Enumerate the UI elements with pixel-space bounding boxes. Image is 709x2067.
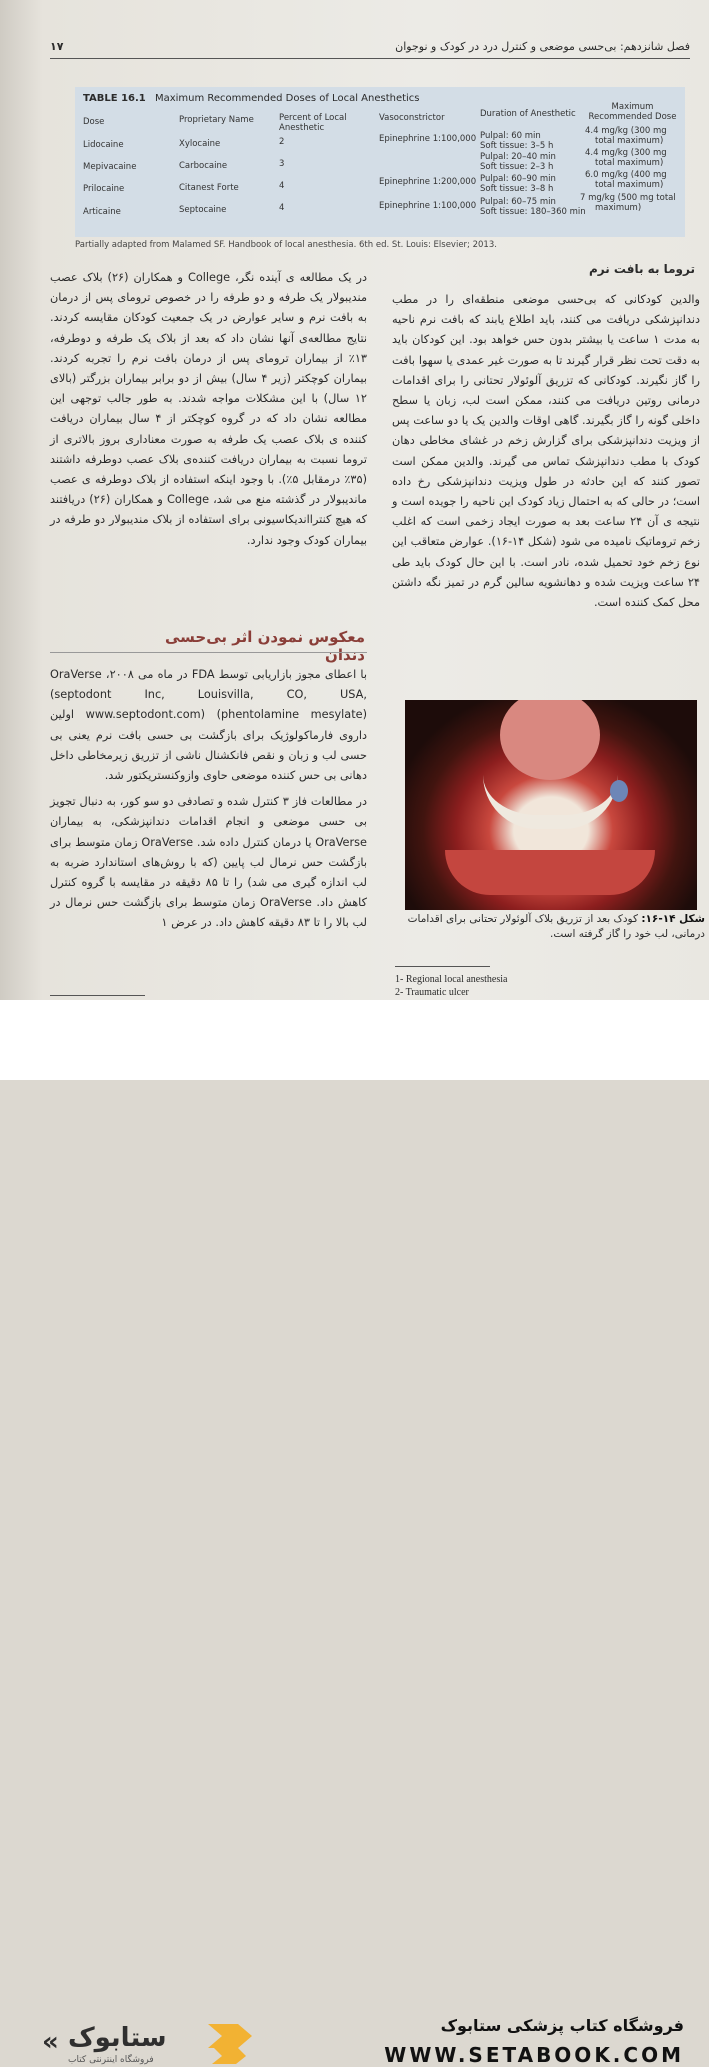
logo-chevron-icon (208, 2024, 252, 2048)
table-caption-id: TABLE 16.1 (83, 93, 146, 104)
logo-chevron-small-icon (212, 2046, 246, 2064)
cell-vaso: Epinephrine 1:100,000 (379, 201, 477, 211)
col-header-duration: Duration of Anesthetic (480, 109, 576, 119)
cell-duration-soft: Soft tissue: 2–3 h (480, 162, 554, 172)
cell-max: 4.4 mg/kg (300 mg (585, 126, 667, 136)
table-source-note: Partially adapted from Malamed SF. Handbook of local anesthesia. 6th ed. St. Louis: Elsevier; 2013. (75, 240, 497, 250)
col-header-vaso: Vasoconstrictor (379, 113, 445, 123)
footnote-rule-right (395, 966, 490, 967)
ulcer-spot (610, 780, 628, 802)
logo-subtitle: فروشگاه اینترنتی کتاب (68, 2055, 154, 2065)
lower-teeth-shape (483, 775, 618, 829)
paragraph-oraverse-approval: با اعطای مجوز بازاریابی توسط FDA در ماه می ۲۰۰۸، OraVerse (septodont Inc, Louisvilla, CO, USA, www.septodont.com) (phentolamine mesylate) اولین داروی فارماکولوژیک برای بازگشت بی حسی بافت نرم یعنی بی حسی لب و زبان و نقص فانکشنال ناشی از تزریق زیرمخاطی داخل دهانی بی حس کننده موضعی حاوی وازوکنستریکتور شد. (50, 668, 368, 783)
footnote-1: 1- Regional local anesthesia (395, 974, 508, 985)
cell-dose: Articaine (83, 207, 121, 217)
table-caption (83, 93, 420, 104)
paragraph-soft-tissue-trauma: والدین کودکانی که بی‌حسی موضعی منطقه‌ای را در مطب دندانپزشکی دریافت می کنند، باید اطلاع یابند که بافت نرم ناحیه به مدت ۱ ساعت یا بیشتر بدون حس خواهد بود. این کودکان باید به دقت تحت نظر قرار گیرند تا به صورت غیر عمدی یا سهوا بافت را گاز نگیرند. کودکانی که تزریق آلوئولار تحتانی را برای اقدامات درمانی روتین دریافت می کنند، ممکن است لب، زبان یا سطح داخلی گونه را گاز بگیرند. گاهی اوقات والدین یک یا دو ساعت پس از ویزیت دندانپزشکی برای گزارش زخم در غشای مخاطی دهان کودک با مطب دندانپزشک تماس می گیرند. والدین ممکن است تصور کنند که این حادثه در طول ویزیت دندانپزشکی رخ داده است؛ در حالی که به احتمال زیاد کودک این ناحیه را جویده است و نتیجه ی آن ۲۴ ساعت بعد به صورت ایجاد زخمی است که اغلب زخم تروماتیک نامیده می شود (شکل ۱۴-۱۶). عوارض متعاقب این نوع زخم خود تحمیل شده، نادر است. با این حال کودک باید طی ۲۴ ساعت ویزیت شده و دهانشویه سالین گرم در تمیز نگه داشتن محل کمک کننده است. (392, 293, 700, 610)
section-heading-reversal: معکوس نمودن اثر بی‌حسی دندان (164, 628, 365, 664)
cell-percent: 4 (279, 203, 285, 213)
col-header-max: Maximum Recommended Dose (588, 102, 677, 122)
cell-max-2: maximum) (595, 203, 642, 213)
cell-duration-pulpal: Pulpal: 60–90 min (480, 174, 556, 184)
cell-name: Carbocaine (179, 161, 228, 171)
footnote-2: 2- Traumatic ulcer (395, 987, 469, 998)
cell-duration-soft: Soft tissue: 3–5 h (480, 141, 554, 151)
cell-max: 7 mg/kg (500 mg total (580, 193, 676, 203)
cell-percent: 3 (279, 159, 285, 169)
cell-duration-pulpal: Pulpal: 60–75 min (480, 197, 556, 207)
col-header-percent: Percent of Local Anesthetic (279, 113, 347, 133)
running-header (50, 38, 690, 60)
figure-caption-text: کودک بعد از تزریق بلاک آلوئولار تحتانی برای اقدامات درمانی، لب خود را گاز گرفته است. (407, 913, 705, 940)
cell-vaso: Epinephrine 1:100,000 (379, 134, 477, 144)
cell-duration-pulpal: Pulpal: 20–40 min (480, 152, 556, 162)
svg-text:«: « (42, 2027, 59, 2057)
cell-name: Citanest Forte (179, 183, 239, 193)
figure-caption (400, 912, 705, 942)
cell-percent: 4 (279, 181, 285, 191)
figure-label: شکل ۱۴-۱۶: (641, 913, 705, 925)
cell-max: 4.4 mg/kg (300 mg (585, 148, 667, 158)
col-header-dose: Dose (83, 117, 105, 127)
store-url[interactable]: WWW.SETABOOK.COM (384, 2043, 684, 2067)
cell-max-2: total maximum) (595, 158, 664, 168)
cell-name: Septocaine (179, 205, 227, 215)
left-paragraph-college-study: در یک مطالعه ی آینده نگر، College و همکاران (۲۶) بلاک عصب مندیبولار یک طرفه و دو طرفه را در خصوص ترومای پس از درمان به بافت نرم و سایر عوارض در یک جمعیت کودکان مقایسه کردند. نتایج مطالعه‌ی آنها نشان داد که بعد از بلاک یک طرفه و دوطرفه، ۱۳٪ از بیماران ترومای پس از درمان بافت نرم را تجربه کردند. بیماران کوچکتر (زیر ۴ سال) بیش از دو برابر بیماران بزرگتر (بالای ۱۲ سال) با این مشکلات مواجه شدند. به طور جالب توجهی این مطالعه نشان داد که در گروه کوچکتر از ۴ سال بیماران دریافت کننده ی بلاک عصب یک طرفه به صورت معناداری بروز بالاتری از تروما نسبت به بیماران دریافت کننده‌ی بلاک عصب دوطرفه داشتند (۳۵٪ درمقابل ۵٪). با وجود اینکه استفاده از بلاک دوطرفه ی عصب ماندیبولار در گذشته منع می شد، College و همکاران (۲۶) دریافتند که هیچ کنترااندیکاسیونی برای استفاده از بلاک مندیبولار دو طرفه در بیماران کودک وجود ندارد. (50, 271, 368, 547)
heading-soft-tissue-trauma: تروما به بافت نرم (588, 262, 695, 276)
cell-dose: Prilocaine (83, 184, 125, 194)
tongue-shape (500, 700, 600, 780)
logo-wordmark: ستابوک (68, 2023, 167, 2053)
cell-duration-soft: Soft tissue: 3–8 h (480, 184, 554, 194)
page-number: ۱۷ (50, 40, 64, 53)
setabook-logo (40, 2016, 270, 2066)
section-heading-rule (50, 652, 367, 653)
left-column-oraverse (50, 665, 367, 934)
header-rule (50, 58, 690, 59)
col-header-name: Proprietary Name (179, 115, 254, 125)
lower-lip-shape (445, 850, 655, 895)
cell-duration-pulpal: Pulpal: 60 min (480, 131, 541, 141)
figure-photo-lip-ulcer (405, 700, 697, 910)
store-name: فروشگاه کتاب پزشکی ستابوک (440, 2016, 684, 2035)
cell-name: Xylocaine (179, 139, 221, 149)
store-banner (0, 1000, 709, 2067)
cell-dose: Mepivacaine (83, 162, 137, 172)
cell-percent: 2 (279, 137, 285, 147)
footnote-rule-left (50, 995, 145, 996)
cell-max-2: total maximum) (595, 136, 664, 146)
running-title: فصل شانزدهم: بی‌حسی موضعی و کنترل درد در کودک و نوجوان (395, 40, 690, 53)
cell-vaso: Epinephrine 1:200,000 (379, 177, 477, 187)
book-page (0, 0, 709, 1000)
cell-max-2: total maximum) (595, 180, 664, 190)
cell-dose: Lidocaine (83, 140, 124, 150)
paragraph-phase3-studies: در مطالعات فاز ۳ کنترل شده و تصادفی دو سو کور، به دنبال تجویز بی حسی موضعی و انجام اقدامات دندانپزشکی، به بیماران OraVerse یا درمان کنترل داده شد. OraVerse زمان متوسط برای بازگشت حس نرمال لب پایین (که با روش‌های استاندارد ضربه به لب اندازه گیری می شد) را تا ۸۵ دقیقه در مقایسه با گروه کنترل کاهش داد. OraVerse زمان متوسط برای بازگشت حس نرمال در لب بالا را تا ۸۳ دقیقه کاهش داد. در عرض ۱ (50, 795, 368, 930)
cell-duration-soft: Soft tissue: 180–360 min (480, 207, 586, 217)
cell-max: 6.0 mg/kg (400 mg (585, 170, 667, 180)
table-caption-title: Maximum Recommended Doses of Local Anesthetics (154, 93, 420, 104)
dose-table (75, 87, 685, 237)
